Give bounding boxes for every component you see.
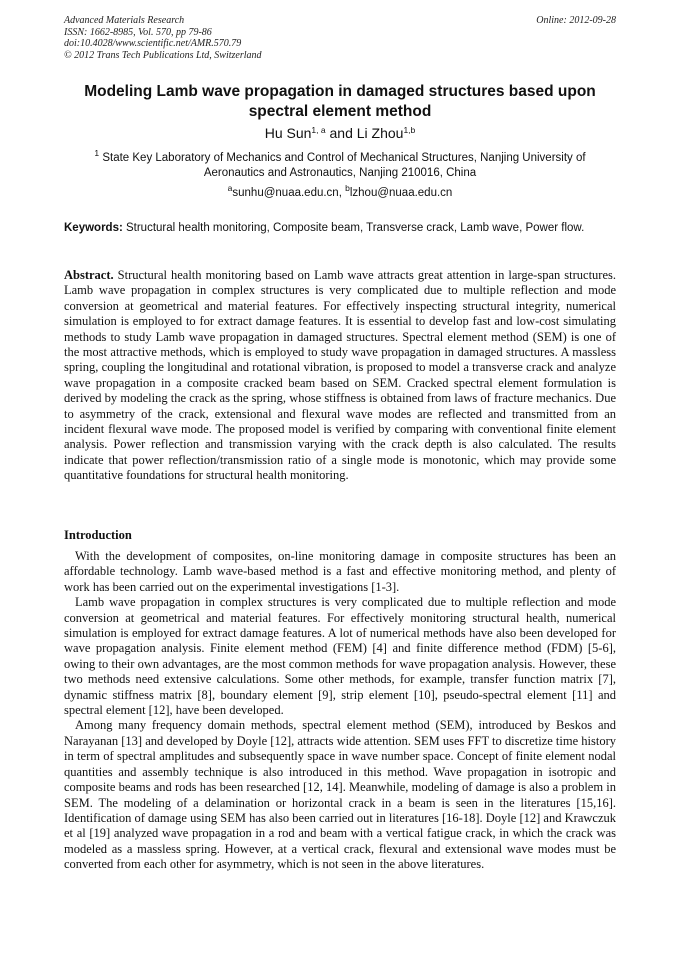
paragraph: Among many frequency domain methods, spectral element method (SEM), introduced by Beskos and Narayanan [13] and developed by Doyle [12], attracts wide attention. SEM uses FFT to discretize time history in term of spectral amplitudes and subsequently space in wave number space. Concept of finite element nodal quantities and assembly technique is also introduced in this method. Wave propagation in isotropic and composite beams and rods has been researched [12, 14]. Meanwhile, modeling of damage is also a problem in SEM. The modeling of a delamination or horizontal crack in a beam is seen in the literatures [15,16]. Identification of damage using SEM has also been carried out in literatures [16-18]. Doyle [12] and Krawczuk et al [19] analyzed wave propagation in a rod and beam with a vertical fatigue crack, in which the crack was modeled as a massless spring. However, at a vertical crack, flexural and extensional wave modes must be converted from each other for asymmetry, which is not seen in the above literatures. — [64, 718, 616, 872]
paper-title: Modeling Lamb wave propagation in damaged structures based upon spectral element method — [84, 83, 596, 120]
issn-line: ISSN: 1662-8985, Vol. 570, pp 79-86 — [64, 26, 212, 38]
email-a[interactable]: sunhu@nuaa.edu.cn, — [232, 187, 346, 199]
doi-line: doi:10.4028/www.scientific.net/AMR.570.79 — [64, 38, 242, 49]
author-line — [64, 124, 616, 142]
affiliation-text: State Key Laboratory of Mechanics and Control of Mechanical Structures, Nanjing University of Aeronautics and Astronautics, Nanjing 210016, China — [99, 152, 586, 179]
journal-header — [64, 15, 616, 61]
affiliation-mark: 1 — [94, 148, 100, 158]
author-1-affil-mark: 1, a — [311, 125, 326, 135]
paragraph: With the development of composites, on-line monitoring damage in composite structures has been an affordable technology. Lamb wave-based method is a fast and effective monitoring method, and plenty of work has been carried out on the experimental investigations [1-3]. — [64, 549, 616, 594]
abstract — [64, 268, 616, 484]
author-2-affil-mark: 1,b — [403, 125, 416, 135]
keywords — [64, 221, 616, 236]
affiliation — [64, 148, 616, 181]
paragraph: Lamb wave propagation in complex structures is very complicated due to multiple reflection and mode conversion at geometrical and material features. For effectively monitoring structural health, numerical simulation is employed for extract damage features. A lot of numerical methods have also been developed for wave propagation analysis. Finite element method (FEM) [4] and finite difference method (FDM) [5-6], owing to their own advantages, are the most common methods for wave propagation analysis. However, these two methods need extensive calculations. Some other methods, for example, transfer function matrix [7], dynamic stiffness matrix [8], boundary element [9], strip element [10], pseudo-spectral element [11] and spectral element [12], have been developed. — [64, 595, 616, 718]
email-b[interactable]: lzhou@nuaa.edu.cn — [349, 187, 453, 199]
author-conjunction: and — [325, 125, 357, 141]
keywords-label: Keywords: — [64, 222, 123, 234]
email-b-mark: b — [345, 183, 350, 193]
abstract-label: Abstract. — [64, 268, 114, 282]
keywords-text: Structural health monitoring, Composite beam, Transverse crack, Lamb wave, Power flow. — [122, 222, 585, 234]
section-heading-introduction: Introduction — [64, 528, 132, 542]
author-1-name: Hu Sun — [264, 125, 312, 141]
journal-name: Advanced Materials Research — [64, 15, 185, 26]
online-date: Online: 2012-09-28 — [536, 15, 616, 26]
author-emails — [64, 183, 616, 201]
introduction-body — [64, 549, 616, 873]
copyright-line: © 2012 Trans Tech Publications Ltd, Switzerland — [64, 49, 262, 61]
author-2-name: Li Zhou — [356, 125, 404, 141]
email-a-mark: a — [227, 183, 233, 193]
abstract-text: Structural health monitoring based on Lamb wave attracts great attention in large-span structures. Lamb wave propagation in complex structures is very complicated due to multiple reflection and mode conversion at geometrical and material features. For effectively inspecting structural integrity, numerical simulation is employed to for extract damage features. It is essential to develop fast and low-cost simulating methods to study Lamb wave propagation in damaged structures. Spectral element method (SEM) is one of the most attractive methods, which is employed to study wave propagation in damaged structures. A massless spring, coupling the longitudinal and rotational vibration, is proposed to model a transverse crack and analyze wave propagation in a composite cracked beam based on SEM. Cracked spectral element formulation is derived by modeling the crack as the spring, whose stiffness is obtained from laws of fracture mechanics. Due to asymmetry of the crack, extensional and flexural wave modes are reflected and transmitted from an incident flexural wave mode. The proposed model is verified by comparing with conventional finite element analysis. Power reflection and transmission varying with the crack depth is also calculated. The results indicate that power reflection/transmission ratio of a single mode is monotonic, which may provide some quantitative foundations for structural health monitoring. — [64, 268, 616, 483]
